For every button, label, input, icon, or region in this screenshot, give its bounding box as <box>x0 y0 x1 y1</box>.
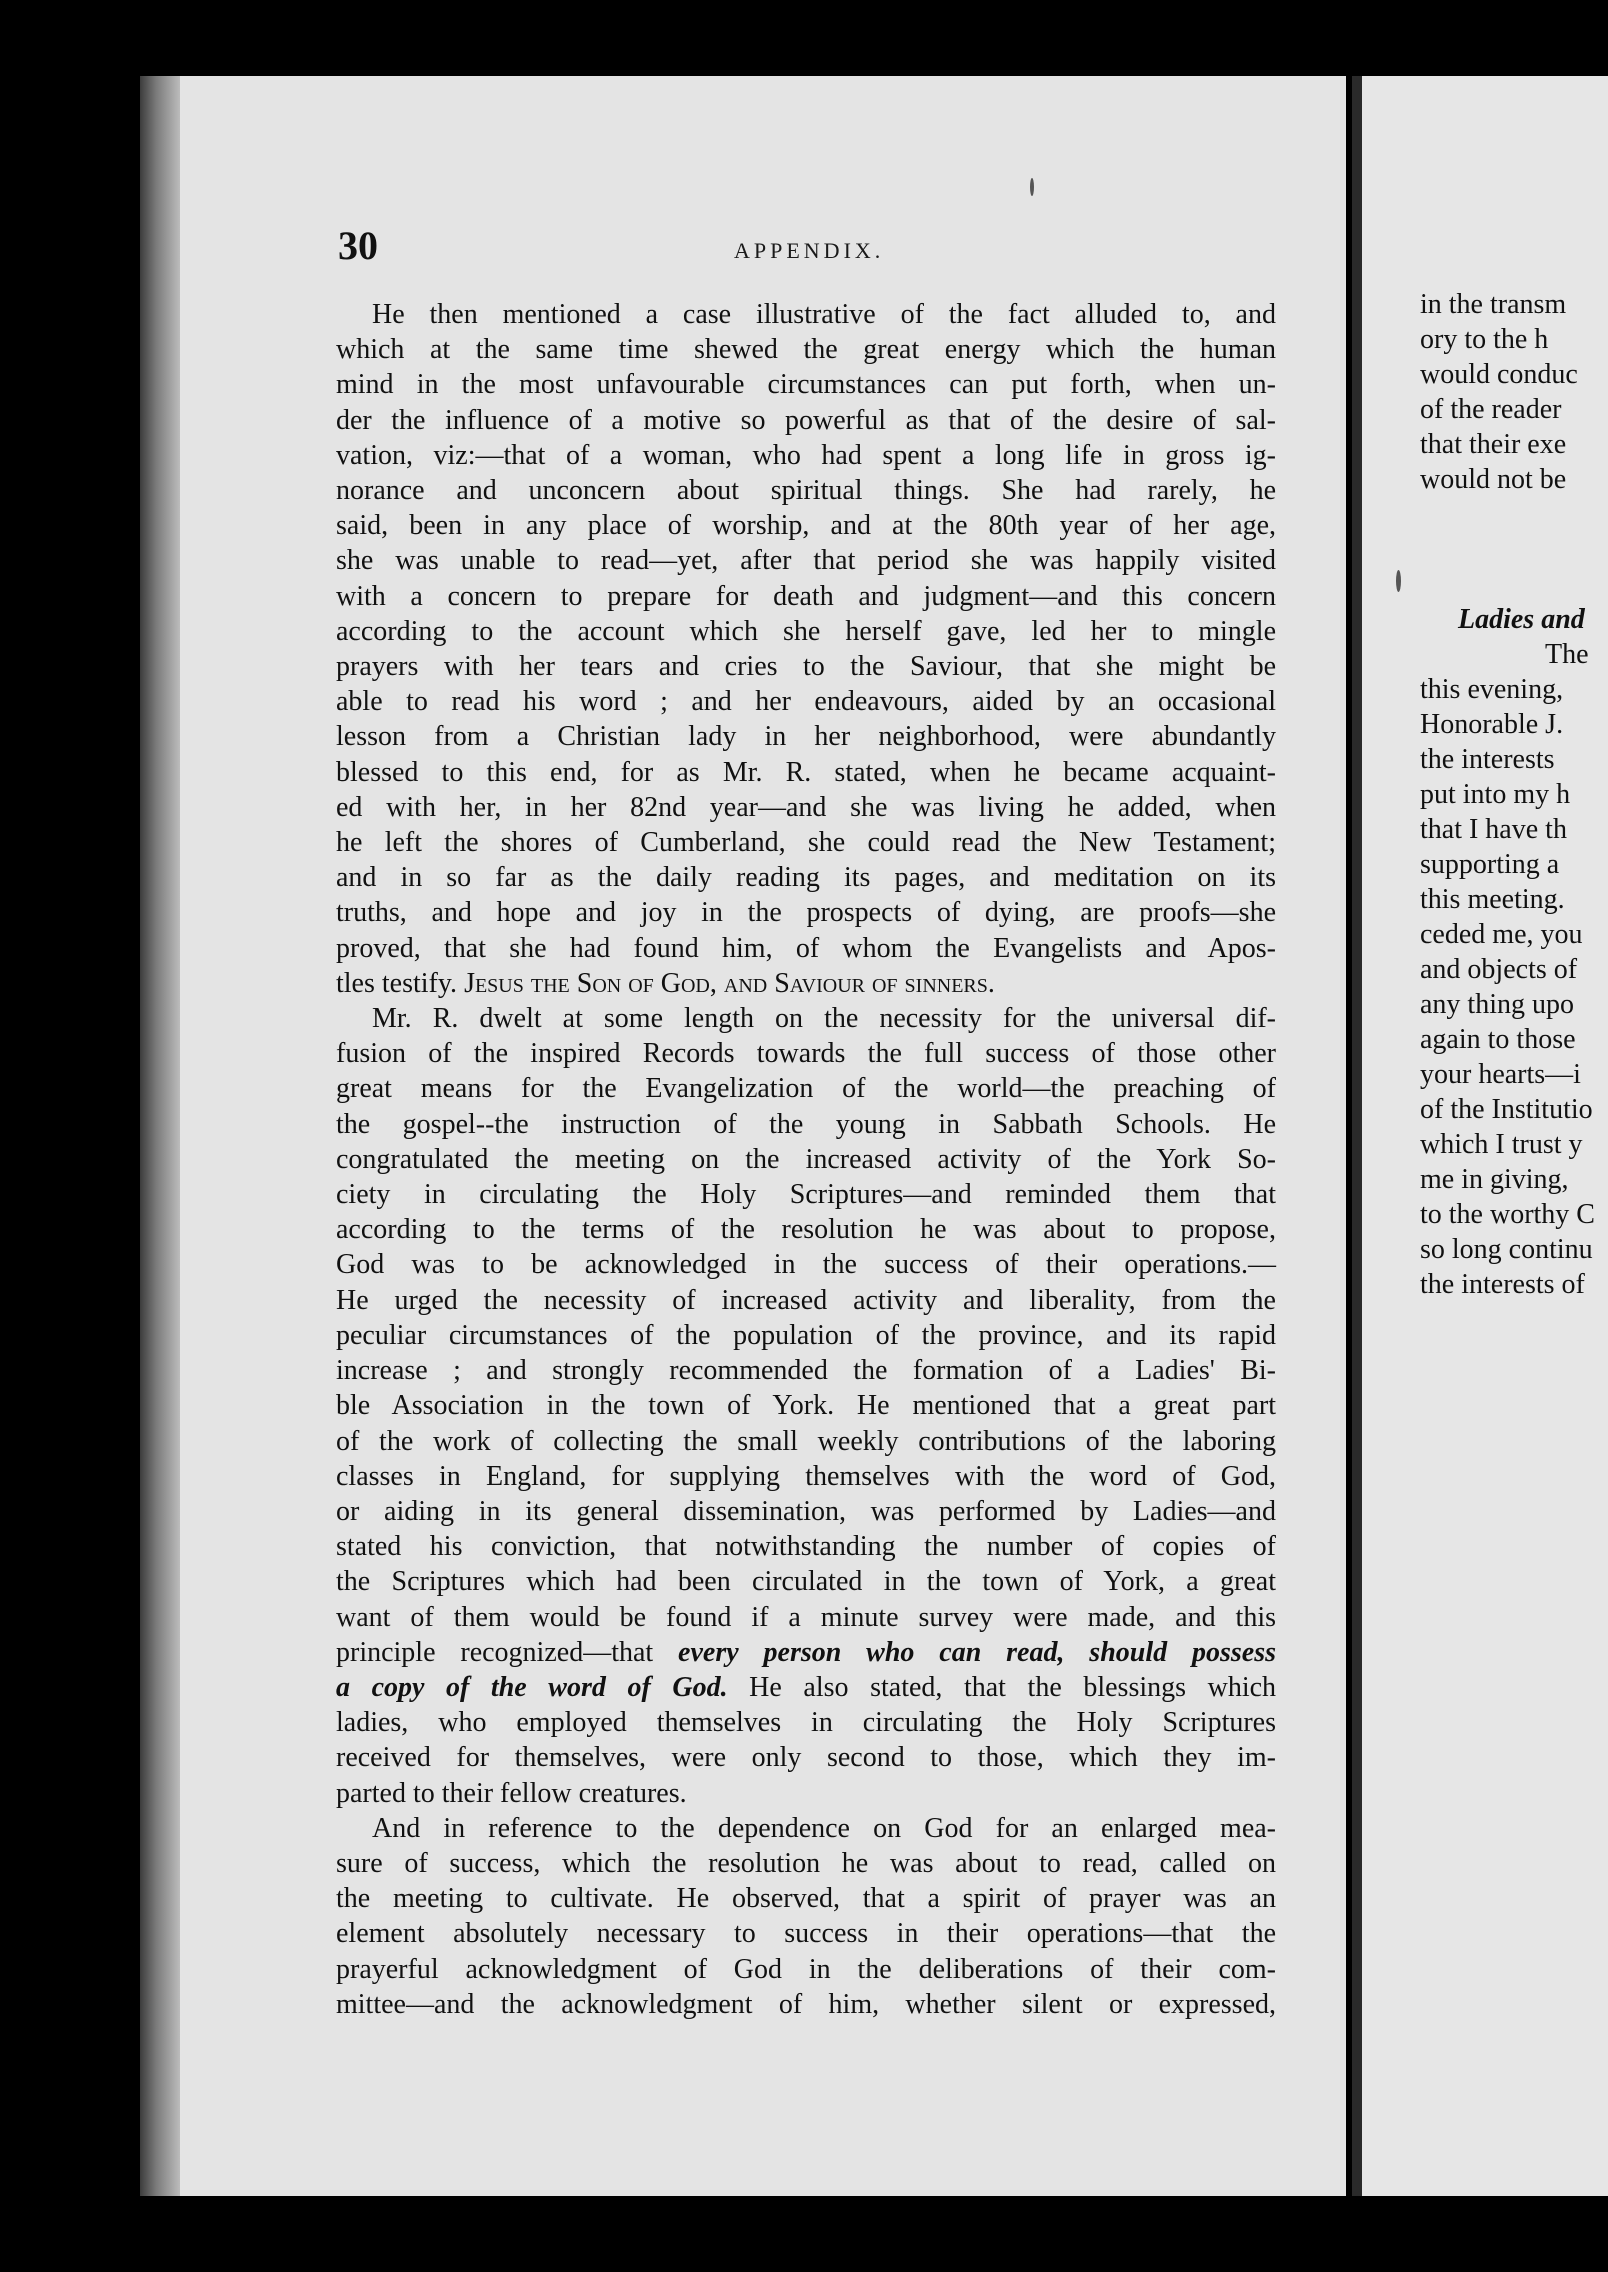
text-line: ed with her, in her 82nd year—and she was living he added, when <box>336 791 1276 823</box>
text-line: of the reader <box>1420 394 1562 425</box>
text-line: and objects of <box>1420 954 1578 985</box>
running-head: APPENDIX. <box>734 238 885 263</box>
text-line: he left the shores of Cumberland, she could read the New Testament; <box>336 827 1276 859</box>
text-line: norance and unconcern about spiritual things. She had rarely, he <box>336 475 1276 507</box>
text-line: any thing upo <box>1420 989 1574 1020</box>
text-line: again to those <box>1420 1024 1576 1055</box>
ink-speck <box>1030 178 1034 196</box>
text-line: lesson from a Christian lady in her neighborhood, were abundantly <box>336 721 1276 753</box>
text-line: mind in the most unfavourable circumstances can put forth, when un- <box>336 369 1276 401</box>
text-line: that their exe <box>1420 429 1567 460</box>
ink-speck <box>1396 570 1401 592</box>
text-line: God was to be acknowledged in the success of their operations.— <box>336 1249 1276 1281</box>
text-line: ceded me, you <box>1420 919 1583 950</box>
text-line: And in reference to the dependence on God for an enlarged mea- <box>372 1812 1276 1844</box>
text-line: want of them would be found if a minute survey were made, and this <box>336 1601 1276 1633</box>
text-line: fusion of the inspired Records towards the full success of those other <box>336 1038 1276 1070</box>
text-line: according to the terms of the resolution he was about to propose, <box>336 1214 1276 1246</box>
right-page-text <box>1420 287 1608 1302</box>
paragraph-3 <box>336 1811 1276 2022</box>
text-line: the Scriptures which had been circulated in the town of York, a great <box>336 1566 1276 1598</box>
text-line: with a concern to prepare for death and judgment—and this concern <box>336 580 1276 612</box>
text-line: He then mentioned a case illustrative of the fact alluded to, and <box>372 299 1276 330</box>
text-line: great means for the Evangelization of the world—the preaching of <box>336 1073 1276 1105</box>
text-line: classes in England, for supplying themselves with the word of God, <box>336 1460 1276 1492</box>
paragraph-2 <box>336 1001 1276 1811</box>
text-line: vation, viz:—that of a woman, who had spent a long life in gross ig- <box>336 439 1276 471</box>
text-line: this meeting. <box>1420 884 1565 915</box>
text-line: ladies, who employed themselves in circulating the Holy Scriptures <box>336 1707 1276 1739</box>
text-line: sure of success, which the resolution he was about to read, called on <box>336 1847 1276 1879</box>
text-line: that I have th <box>1420 814 1567 845</box>
text-line: element absolutely necessary to success in their operations—that the <box>336 1918 1276 1950</box>
paragraph-1 <box>336 297 1276 1001</box>
text-line: according to the account which she herself gave, led her to mingle <box>336 615 1276 647</box>
book-gutter <box>140 76 180 2196</box>
text-run: tles testify. <box>336 967 458 999</box>
text-line: parted to their fellow creatures. <box>336 1777 687 1809</box>
section-heading: Ladies and <box>1458 604 1585 635</box>
text-line: mittee—and the acknowledgment of him, whether silent or expressed, <box>336 1988 1276 2020</box>
text-line: she was unable to read—yet, after that period she was happily visited <box>336 545 1276 577</box>
text-line: blessed to this end, for as Mr. R. stated, when he became acquaint- <box>336 756 1276 788</box>
text-line: peculiar circumstances of the population of the province, and its rapid <box>336 1319 1276 1351</box>
text-line: which at the same time shewed the great energy which the human <box>336 334 1276 366</box>
text-line: of the Institutio <box>1420 1094 1593 1125</box>
text-line: der the influence of a motive so powerful as that of the desire of sal- <box>336 404 1276 436</box>
text-line: He urged the necessity of increased activity and liberality, from the <box>336 1284 1276 1316</box>
text-line: the interests <box>1420 744 1555 775</box>
text-run: principle recognized—that <box>336 1636 654 1668</box>
text-line: this evening, <box>1420 674 1564 705</box>
text-line: the interests of <box>1420 1269 1585 1300</box>
text-line <box>336 1635 1276 1670</box>
text-line: the gospel--the instruction of the young in Sabbath Schools. He <box>336 1108 1276 1140</box>
text-line: Mr. R. dwelt at some length on the necessity for the universal dif- <box>372 1003 1276 1035</box>
text-line <box>336 966 1276 1001</box>
text-line: me in giving, <box>1420 1164 1569 1195</box>
text-line: received for themselves, were only second to those, which they im- <box>336 1742 1276 1774</box>
text-line: prayerful acknowledgment of God in the deliberations of their com- <box>336 1953 1276 1985</box>
text-line: in the transm <box>1420 289 1567 320</box>
text-line: The <box>1545 639 1589 670</box>
text-line: would conduc <box>1420 359 1578 390</box>
text-line: the meeting to cultivate. He observed, that a spirit of prayer was an <box>336 1883 1276 1915</box>
text-line: your hearts—i <box>1420 1059 1581 1090</box>
text-line: increase ; and strongly recommended the formation of a Ladies' Bi- <box>336 1355 1276 1387</box>
text-line: would not be <box>1420 464 1567 495</box>
text-line: congratulated the meeting on the increased activity of the York So- <box>336 1143 1276 1175</box>
text-run: He also stated, that the blessings which <box>749 1671 1277 1703</box>
text-line: said, been in any place of worship, and at the 80th year of her age, <box>336 510 1276 542</box>
text-line: so long continu <box>1420 1234 1593 1265</box>
spacer <box>1420 497 1608 602</box>
text-line: stated his conviction, that notwithstanding the number of copies of <box>336 1531 1276 1563</box>
text-line: able to read his word ; and her endeavours, aided by an occasional <box>336 686 1276 718</box>
italic-run: a copy of the word of God. <box>336 1671 728 1703</box>
main-text-column <box>336 297 1276 2022</box>
page-number: 30 <box>338 223 378 268</box>
text-line: or aiding in its general dissemination, was performed by Ladies—and <box>336 1495 1276 1527</box>
text-line: ory to the h <box>1420 324 1549 355</box>
text-line: to the worthy C <box>1420 1199 1595 1230</box>
text-line: ciety in circulating the Holy Scriptures—and reminded them that <box>336 1179 1276 1211</box>
text-line: supporting a <box>1420 849 1560 880</box>
text-line: truths, and hope and joy in the prospects of dying, are proofs—she <box>336 897 1276 929</box>
small-caps-run: Jesus the Son of God, and Saviour of sinners. <box>464 967 995 999</box>
text-line <box>336 1670 1276 1705</box>
text-line: put into my h <box>1420 779 1571 810</box>
text-line: ble Association in the town of York. He mentioned that a great part <box>336 1390 1276 1422</box>
text-line: which I trust y <box>1420 1129 1583 1160</box>
italic-run: every person who can read, should possess <box>678 1636 1276 1668</box>
text-line: and in so far as the daily reading its pages, and meditation on its <box>336 862 1276 894</box>
text-line: prayers with her tears and cries to the Saviour, that she might be <box>336 651 1276 683</box>
text-line: Honorable J. <box>1420 709 1564 740</box>
text-line: of the work of collecting the small weekly contributions of the laboring <box>336 1425 1276 1457</box>
text-line: proved, that she had found him, of whom the Evangelists and Apos- <box>336 932 1276 964</box>
